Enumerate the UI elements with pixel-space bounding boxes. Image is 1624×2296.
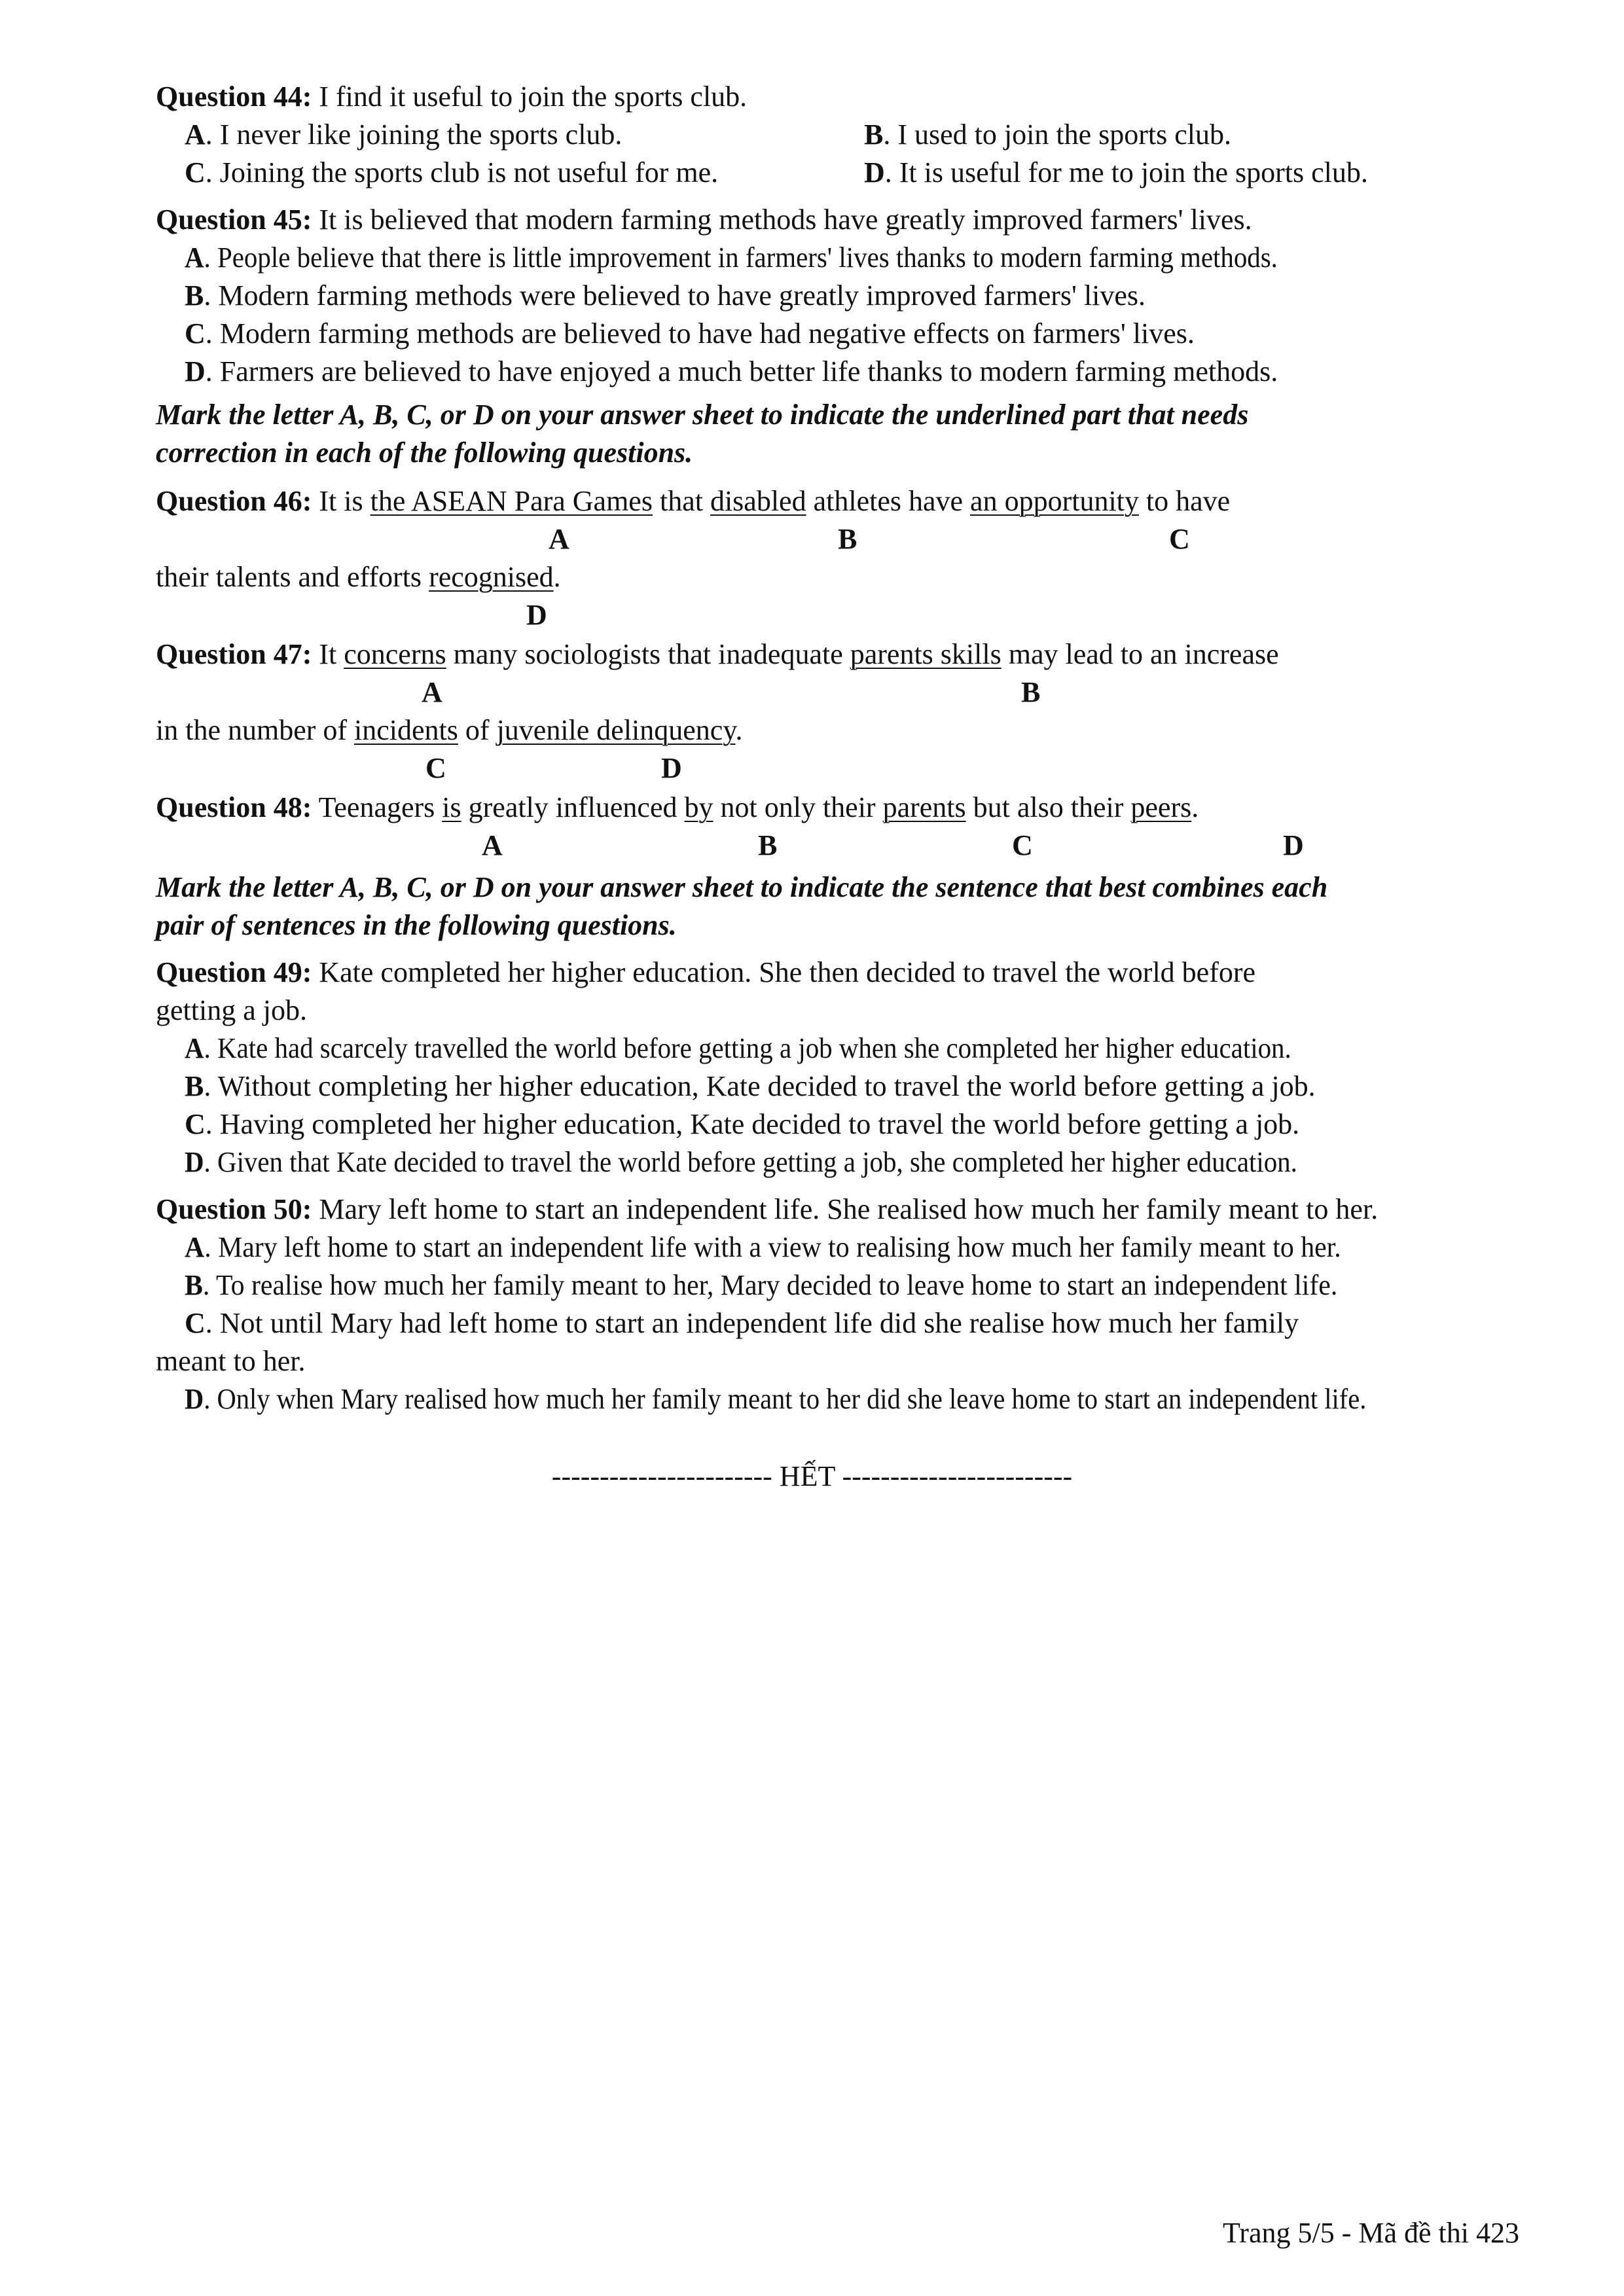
instruction-error-line2: correction in each of the following questions. xyxy=(156,437,693,469)
q49-option-d: D. Given that Kate decided to travel the world before getting a job, she completed her higher education. xyxy=(185,1146,1297,1178)
q50-label: Question 50: xyxy=(156,1193,312,1225)
q46-underline-b: disabled xyxy=(710,485,806,517)
q48-underline-c: parents xyxy=(882,791,966,823)
q47-marker-c: C xyxy=(425,752,446,784)
q47-label: Question 47: xyxy=(156,638,312,670)
q48-marker-c: C xyxy=(1012,829,1033,861)
q49-option-a: A. Kate had scarcely travelled the world before getting a job when she completed her higher education. xyxy=(185,1032,1291,1064)
q48-marker-d: D xyxy=(1283,829,1304,861)
q48-marker-a: A xyxy=(482,829,503,861)
q48-line1: Question 48: Teenagers is greatly influenced by not only their parents but also their peers. xyxy=(156,791,1199,823)
q44-option-a: A. I never like joining the sports club. xyxy=(185,118,623,151)
q47-line1: Question 47: It concerns many sociologists that inadequate parents skills may lead to an increase xyxy=(156,638,1279,670)
q48-marker-b: B xyxy=(758,829,778,861)
q44-stem: Question 44: I find it useful to join the sports club. xyxy=(156,81,748,113)
q50-option-c-line2: meant to her. xyxy=(156,1345,306,1377)
q45-option-d: D. Farmers are believed to have enjoyed a much better life thanks to modern farming methods. xyxy=(185,355,1278,387)
q46-underline-d: recognised xyxy=(429,561,554,593)
q47-marker-d: D xyxy=(661,752,682,784)
q50-option-c-line1: C. Not until Mary had left home to start an independent life did she realise how much her family xyxy=(185,1307,1299,1339)
q50-stem: Question 50: Mary left home to start an independent life. She realised how much her family meant to her. xyxy=(156,1193,1379,1225)
q47-underline-b: parents skills xyxy=(850,638,1001,670)
q46-underline-c: an opportunity xyxy=(970,485,1139,517)
q49-label: Question 49: xyxy=(156,956,312,988)
q47-underline-c: incidents xyxy=(354,714,458,746)
q44-label: Question 44: xyxy=(156,81,312,113)
q48-underline-b: by xyxy=(684,791,713,823)
q45-option-c: C. Modern farming methods are believed to have had negative effects on farmers' lives. xyxy=(185,317,1195,350)
q44-option-b: B. I used to join the sports club. xyxy=(864,118,1231,151)
q46-line2: their talents and efforts recognised. xyxy=(156,561,561,593)
end-marker: ----------------------- HẾT ------------------------ xyxy=(551,1460,1073,1492)
q47-line2: in the number of incidents of juvenile delinquency. xyxy=(156,714,743,746)
q46-marker-c: C xyxy=(1169,523,1190,555)
q49-option-b: B. Without completing her higher education, Kate decided to travel the world before getting a job. xyxy=(185,1070,1316,1102)
q46-marker-a: A xyxy=(549,523,569,555)
q47-underline-a: concerns xyxy=(344,638,446,670)
q44-option-d: D. It is useful for me to join the sports club. xyxy=(864,156,1368,188)
q49-option-c: C. Having completed her higher education, Kate decided to travel the world before getting a job. xyxy=(185,1108,1300,1140)
q46-underline-a: the ASEAN Para Games xyxy=(370,485,653,517)
instruction-error-line1: Mark the letter A, B, C, or D on your answer sheet to indicate the underlined part that needs xyxy=(156,399,1249,431)
instruction-combine-line2: pair of sentences in the following questions. xyxy=(156,909,677,941)
q49-stem-line1: Question 49: Kate completed her higher education. She then decided to travel the world before xyxy=(156,956,1256,988)
instruction-combine-line1: Mark the letter A, B, C, or D on your answer sheet to indicate the sentence that best combines each xyxy=(156,871,1328,903)
q49-stem-line2: getting a job. xyxy=(156,994,307,1026)
q48-label: Question 48: xyxy=(156,791,312,823)
q47-underline-d: juvenile delinquency xyxy=(496,714,736,746)
q47-marker-b: B xyxy=(1021,676,1041,708)
q44-option-c: C. Joining the sports club is not useful for me. xyxy=(185,156,719,188)
q50-option-d: D. Only when Mary realised how much her family meant to her did she leave home to start an independent life. xyxy=(185,1383,1367,1415)
page-footer: Trang 5/5 - Mã đề thi 423 xyxy=(1222,2217,1519,2249)
q46-marker-b: B xyxy=(838,523,857,555)
q46-line1: Question 46: It is the ASEAN Para Games that disabled athletes have an opportunity to have xyxy=(156,485,1231,517)
q45-label: Question 45: xyxy=(156,204,312,236)
q45-option-a: A. People believe that there is little improvement in farmers' lives thanks to modern farming methods. xyxy=(185,242,1278,274)
q48-underline-a: is xyxy=(442,791,461,823)
q50-option-b: B. To realise how much her family meant to her, Mary decided to leave home to start an independent life. xyxy=(185,1269,1338,1301)
q48-underline-d: peers xyxy=(1130,791,1192,823)
q46-label: Question 46: xyxy=(156,485,312,517)
q45-stem: Question 45: It is believed that modern farming methods have greatly improved farmers' lives. xyxy=(156,204,1252,236)
q45-option-b: B. Modern farming methods were believed to have greatly improved farmers' lives. xyxy=(185,279,1146,312)
q46-marker-d: D xyxy=(526,599,547,631)
q50-option-a: A. Mary left home to start an independent life with a view to realising how much her family meant to her. xyxy=(185,1231,1341,1263)
q47-marker-a: A xyxy=(422,676,442,708)
